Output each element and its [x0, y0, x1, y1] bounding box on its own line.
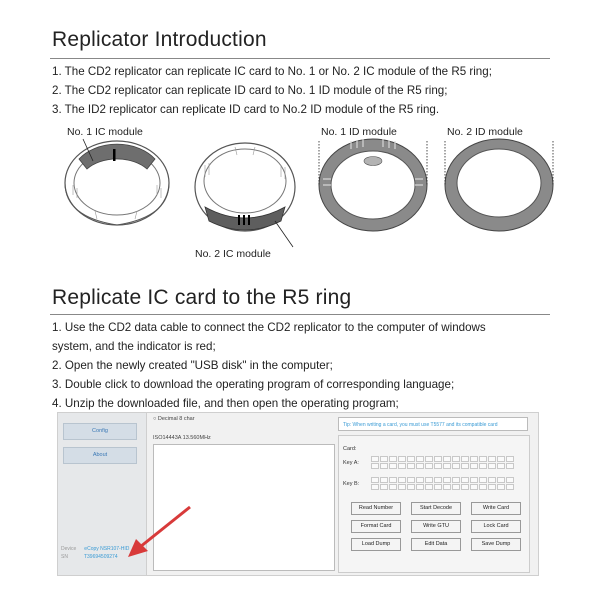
- key-b-grid[interactable]: [371, 477, 514, 490]
- key-cell[interactable]: [425, 456, 433, 462]
- key-b-label: Key B:: [343, 481, 360, 487]
- key-cell[interactable]: [398, 463, 406, 469]
- key-cell[interactable]: [389, 484, 397, 490]
- intro-step: 3. The ID2 replicator can replicate ID card to No.2 ID module of the R5 ring.: [52, 103, 440, 116]
- decimal-radio[interactable]: ○ Decimal 8 char: [153, 416, 195, 422]
- edit-data-button[interactable]: Edit Data: [411, 538, 461, 551]
- key-cell[interactable]: [371, 463, 379, 469]
- format-card-button[interactable]: Format Card: [351, 520, 401, 533]
- label-no1-ic-module: No. 1 IC module: [67, 126, 143, 138]
- section-title-replicate-ic-card: Replicate IC card to the R5 ring: [52, 286, 352, 309]
- ring-ic1: [65, 126, 169, 225]
- key-cell[interactable]: [506, 477, 514, 483]
- device-label: Device: [61, 546, 77, 552]
- key-a-label: Key A:: [343, 460, 359, 466]
- red-arrow-icon: [118, 503, 198, 563]
- key-cell[interactable]: [488, 477, 496, 483]
- device-value: eCopy NSR107-HID: [84, 546, 130, 552]
- key-cell[interactable]: [443, 463, 451, 469]
- key-cell[interactable]: [416, 463, 424, 469]
- key-cell[interactable]: [425, 463, 433, 469]
- read-number-button[interactable]: Read Number: [351, 502, 401, 515]
- key-cell[interactable]: [443, 484, 451, 490]
- key-cell[interactable]: [407, 463, 415, 469]
- key-cell[interactable]: [407, 456, 415, 462]
- label-no1-id-module: No. 1 ID module: [321, 126, 397, 138]
- key-cell[interactable]: [407, 477, 415, 483]
- key-cell[interactable]: [389, 463, 397, 469]
- sn-label: SN: [61, 554, 68, 560]
- start-decode-button[interactable]: Start Decode: [411, 502, 461, 515]
- iso-label: ISO14443A 13.560MHz: [153, 435, 211, 441]
- tip-box: Tip: When writing a card, you must use T5577 and its compatible card: [338, 417, 528, 431]
- load-dump-button[interactable]: Load Dump: [351, 538, 401, 551]
- key-cell[interactable]: [380, 456, 388, 462]
- key-cell[interactable]: [407, 484, 415, 490]
- key-a-grid[interactable]: [371, 456, 514, 469]
- save-dump-button[interactable]: Save Dump: [471, 538, 521, 551]
- key-cell[interactable]: [380, 484, 388, 490]
- ring-id1: [319, 126, 427, 231]
- key-cell[interactable]: [371, 456, 379, 462]
- sn-value: T39694509274: [83, 554, 118, 560]
- lock-card-button[interactable]: Lock Card: [471, 520, 521, 533]
- ring-id2: [445, 126, 553, 231]
- ring-ic2: [195, 143, 295, 260]
- key-cell[interactable]: [461, 456, 469, 462]
- replicate-step: 1. Use the CD2 data cable to connect the CD2 replicator to the computer of windows: [52, 321, 486, 334]
- key-cell[interactable]: [371, 477, 379, 483]
- key-cell[interactable]: [389, 456, 397, 462]
- key-cell[interactable]: [452, 456, 460, 462]
- software-screenshot: [57, 412, 539, 576]
- replicate-steps: [52, 318, 486, 413]
- card-label: Card:: [343, 446, 357, 452]
- key-cell[interactable]: [506, 463, 514, 469]
- intro-step: 2. The CD2 replicator can replicate ID card to No. 1 ID module of the R5 ring;: [52, 84, 448, 97]
- rings-illustration: [55, 125, 555, 265]
- replicate-step: 4. Unzip the downloaded file, and then open the operating program;: [52, 397, 399, 410]
- replicate-step: 3. Double click to download the operating program of corresponding language;: [52, 378, 455, 391]
- decimal-radio-label: Decimal 8 char: [157, 416, 195, 422]
- replicate-step: 2. Open the newly created "USB disk" in the computer;: [52, 359, 333, 372]
- key-cell[interactable]: [425, 484, 433, 490]
- key-cell[interactable]: [443, 456, 451, 462]
- key-cell[interactable]: [506, 484, 514, 490]
- key-cell[interactable]: [497, 477, 505, 483]
- key-cell[interactable]: [461, 463, 469, 469]
- key-cell[interactable]: [416, 456, 424, 462]
- key-cell[interactable]: [479, 477, 487, 483]
- key-cell[interactable]: [470, 456, 478, 462]
- key-cell[interactable]: [398, 456, 406, 462]
- write-gtu-button[interactable]: Write GTU: [411, 520, 461, 533]
- key-cell[interactable]: [452, 484, 460, 490]
- key-cell[interactable]: [371, 484, 379, 490]
- key-cell[interactable]: [452, 463, 460, 469]
- intro-steps: [52, 62, 492, 119]
- key-cell[interactable]: [488, 456, 496, 462]
- sn-info: [61, 554, 118, 560]
- main-panel: [153, 413, 533, 575]
- key-cell[interactable]: [434, 456, 442, 462]
- replicate-step: system, and the indicator is red;: [52, 340, 216, 353]
- key-cell[interactable]: [416, 477, 424, 483]
- key-cell[interactable]: [389, 477, 397, 483]
- key-cell[interactable]: [479, 484, 487, 490]
- key-cell[interactable]: [398, 484, 406, 490]
- key-cell[interactable]: [416, 484, 424, 490]
- key-cell[interactable]: [479, 463, 487, 469]
- key-cell[interactable]: [488, 484, 496, 490]
- key-cell[interactable]: [497, 484, 505, 490]
- key-cell[interactable]: [470, 484, 478, 490]
- key-cell[interactable]: [461, 477, 469, 483]
- about-button[interactable]: About: [63, 447, 137, 464]
- title-divider: [50, 58, 550, 59]
- key-cell[interactable]: [479, 456, 487, 462]
- key-cell[interactable]: [380, 463, 388, 469]
- title-divider: [50, 314, 550, 315]
- section-title-replicator-introduction: Replicator Introduction: [52, 28, 267, 51]
- key-cell[interactable]: [425, 477, 433, 483]
- key-cell[interactable]: [461, 484, 469, 490]
- key-cell[interactable]: [434, 477, 442, 483]
- key-cell[interactable]: [380, 477, 388, 483]
- key-cell[interactable]: [488, 463, 496, 469]
- config-button[interactable]: Config: [63, 423, 137, 440]
- label-no2-ic-module: No. 2 IC module: [195, 248, 271, 260]
- key-cell[interactable]: [443, 477, 451, 483]
- key-cell[interactable]: [434, 484, 442, 490]
- key-cell[interactable]: [506, 456, 514, 462]
- intro-step: 1. The CD2 replicator can replicate IC card to No. 1 or No. 2 IC module of the R5 ring;: [52, 65, 492, 78]
- key-cell[interactable]: [497, 456, 505, 462]
- key-cell[interactable]: [434, 463, 442, 469]
- write-card-button[interactable]: Write Card: [471, 502, 521, 515]
- key-cell[interactable]: [470, 477, 478, 483]
- key-cell[interactable]: [398, 477, 406, 483]
- key-cell[interactable]: [497, 463, 505, 469]
- key-cell[interactable]: [470, 463, 478, 469]
- card-panel: [338, 435, 530, 573]
- key-cell[interactable]: [452, 477, 460, 483]
- label-no2-id-module: No. 2 ID module: [447, 126, 523, 138]
